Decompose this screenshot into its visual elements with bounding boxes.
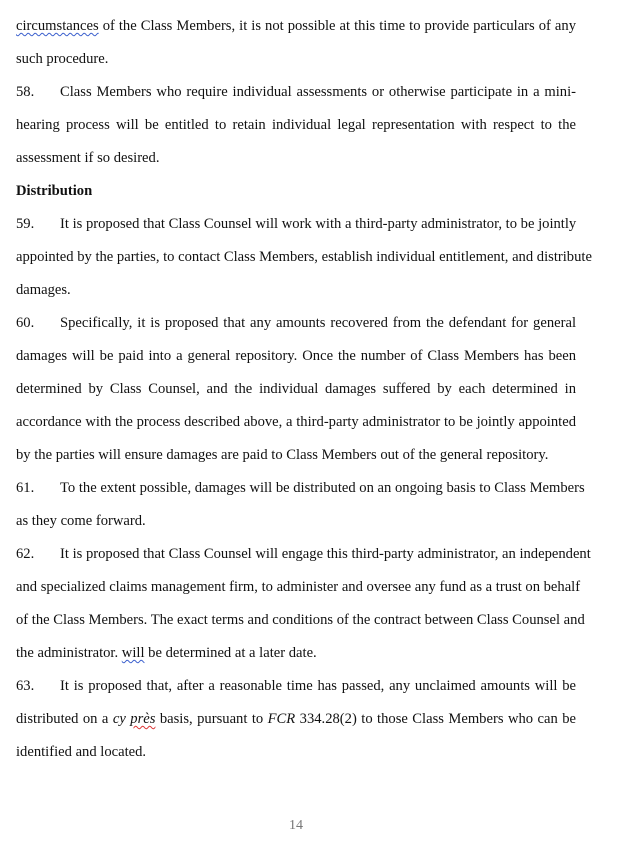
text-line: hearing process will be entitled to retain individual legal representation with respect to the — [16, 117, 576, 133]
paragraph-number: 60. — [16, 315, 35, 331]
text-line: assessment if so desired. — [16, 150, 160, 166]
section-heading: Distribution — [16, 183, 93, 199]
paragraph-number: 59. — [16, 216, 35, 232]
document-page — [16, 10, 592, 769]
text-line: identified and located. — [16, 744, 147, 760]
spellcheck-flagged-word: près — [130, 711, 156, 727]
text-line: as they come forward. — [16, 513, 146, 529]
text-line: such procedure. — [16, 51, 109, 67]
paragraph-59-line: 59. It is proposed that Class Counsel will work with a third-party administrator, to be jointly — [16, 208, 576, 241]
page-number: 14 — [289, 818, 303, 833]
text-line: distributed on a cy près basis, pursuant to FCR 334.28(2) to those Class Members who can be — [16, 711, 576, 727]
text-line: circumstances of the Class Members, it is not possible at this time to provide particulars of any — [16, 18, 576, 34]
paragraph-61-line: 61. To the extent possible, damages will be distributed on an ongoing basis to Class Members — [16, 472, 576, 505]
text-line: of the Class Members. The exact terms and conditions of the contract between Class Counsel and — [16, 612, 585, 628]
text-line: the administrator. will be determined at a later date. — [16, 645, 317, 661]
paragraph-number: 61. — [16, 480, 35, 496]
spellcheck-flagged-word: will — [121, 645, 145, 661]
text-line: appointed by the parties, to contact Class Members, establish individual entitlement, and distribute — [16, 249, 592, 265]
text-line: by the parties will ensure damages are paid to Class Members out of the general repository. — [16, 447, 549, 463]
paragraph-63-line: 63. It is proposed that, after a reasonable time has passed, any unclaimed amounts will be — [16, 670, 576, 703]
paragraph-number: 63. — [16, 678, 35, 694]
text-line: damages will be paid into a general repository. Once the number of Class Members has been — [16, 348, 576, 364]
text-line: and specialized claims management firm, to administer and oversee any fund as a trust on behalf — [16, 579, 581, 595]
spellcheck-flagged-word: circumstances — [16, 18, 99, 34]
paragraph-number: 62. — [16, 546, 35, 562]
paragraph-60-line: 60. Specifically, it is proposed that any amounts recovered from the defendant for general — [16, 307, 576, 340]
text-line: determined by Class Counsel, and the individual damages suffered by each determined in — [16, 381, 576, 397]
text-line: accordance with the process described above, a third-party administrator to be jointly appointed — [16, 414, 576, 430]
text-line: damages. — [16, 282, 71, 298]
paragraph-number: 58. — [16, 84, 35, 100]
paragraph-62-line: 62. It is proposed that Class Counsel will engage this third-party administrator, an independent — [16, 538, 576, 571]
paragraph-58-line: 58. Class Members who require individual assessments or otherwise participate in a mini- — [16, 76, 576, 109]
